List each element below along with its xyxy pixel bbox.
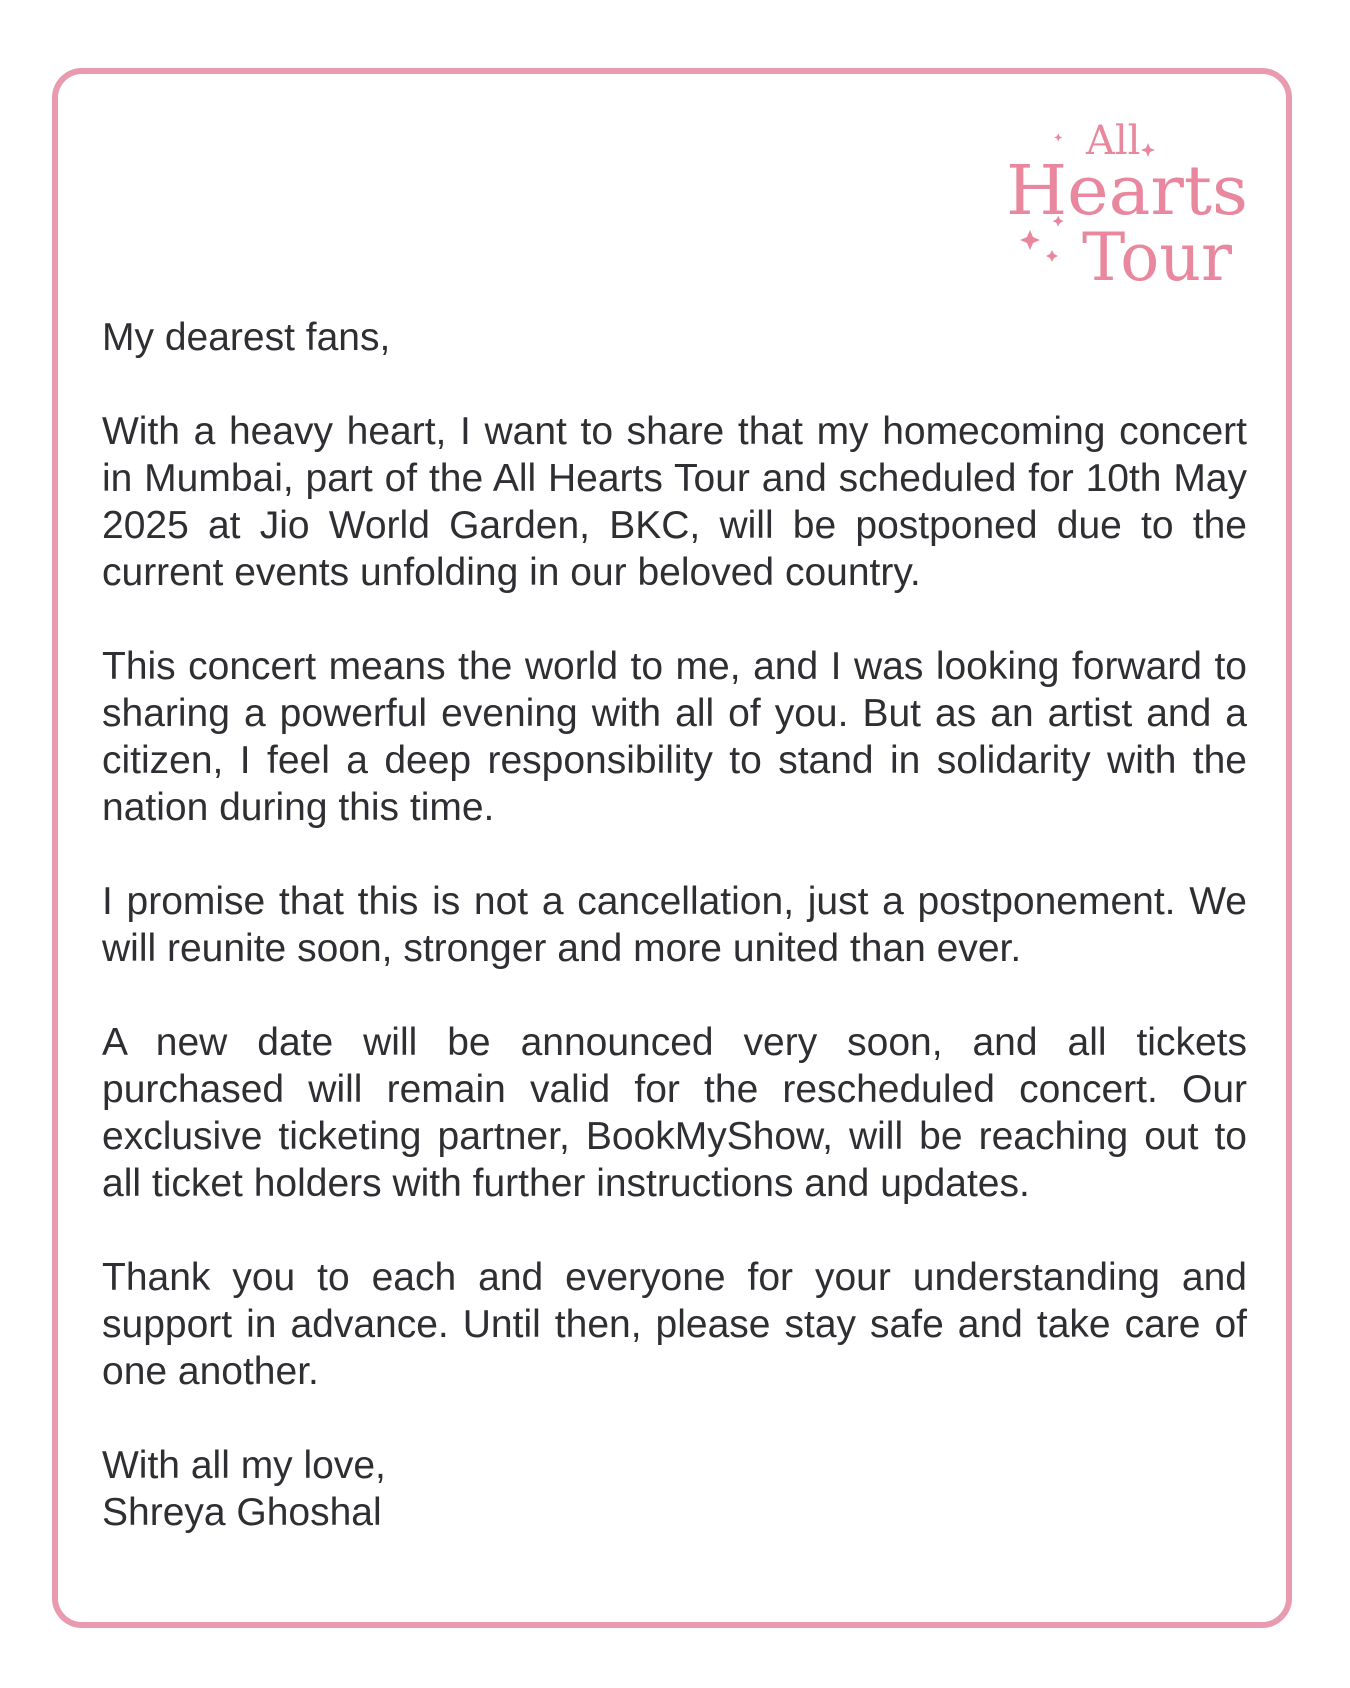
logo-line-3: Tour [1082, 219, 1233, 284]
letter-frame [52, 68, 1292, 1628]
paragraph: This concert means the world to me, and I was looking forward to sharing a powerful evening with all of you. But as an artist and a citizen, I feel a deep responsibility to stand in solidarity with the nation during this time. [102, 645, 1247, 829]
greeting: My dearest fans, [102, 316, 391, 359]
logo-line-1: All [1086, 118, 1141, 164]
signoff [102, 1442, 1247, 1536]
paragraph: Thank you to each and everyone for your understanding and support in advance. Until then, please stay safe and take care of one another. [102, 1256, 1247, 1393]
paragraph: With a heavy heart, I want to share that my homecoming concert in Mumbai, part of the All Hearts Tour and scheduled for 10th May 2025 at Jio World Garden, BKC, will be postponed due to the current events unfolding in our beloved country. [102, 410, 1247, 594]
paragraph: I promise that this is not a cancellation, just a postponement. We will reunite soon, stronger and more united than ever. [102, 880, 1247, 970]
signature: Shreya Ghoshal [102, 1491, 382, 1534]
letter-body [102, 314, 1247, 1536]
closing: With all my love, [102, 1444, 386, 1487]
logo-line-2: Hearts [1006, 152, 1248, 231]
paragraph: A new date will be announced very soon, and all tickets purchased will remain valid for the rescheduled concert. Our exclusive ticketing partner, BookMyShow, will be reaching out to all ticket holders with further instructions and updates. [102, 1021, 1247, 1205]
all-hearts-tour-logo [1006, 114, 1268, 284]
